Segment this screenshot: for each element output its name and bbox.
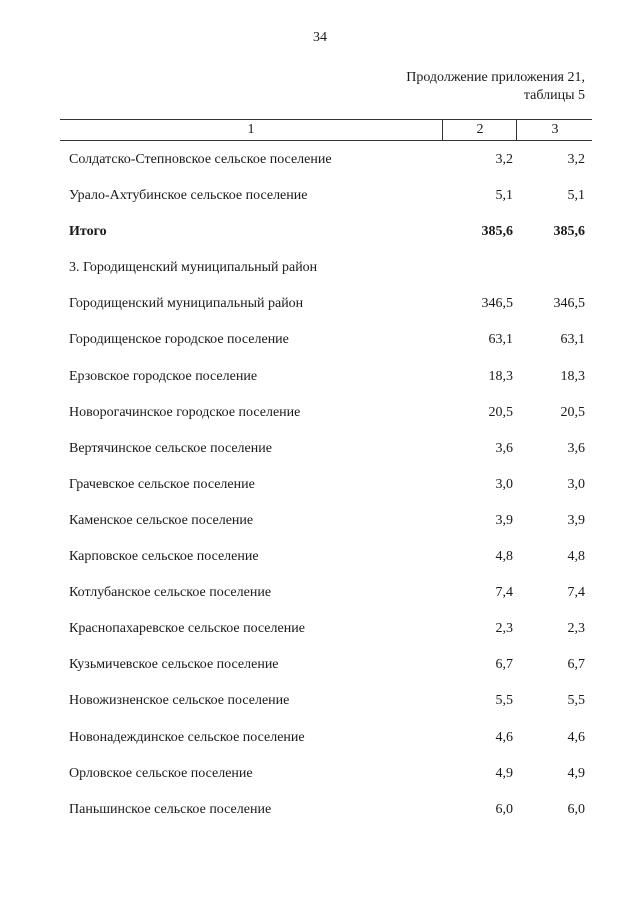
row-value-col3: 3,6 [567, 440, 585, 456]
row-value-col2: 5,5 [495, 693, 513, 709]
row-value-col3: 4,8 [567, 549, 585, 565]
table-header [60, 119, 592, 141]
row-value-col2: 6,0 [495, 801, 513, 817]
header-col-2: 2 [442, 120, 517, 140]
row-value-col2: 63,1 [488, 332, 513, 348]
row-value-col2: 2,3 [495, 621, 513, 637]
row-value-col3: 3,2 [567, 152, 585, 167]
row-name: Кузьмичевское сельское поселение [69, 657, 279, 673]
table-row [0, 360, 640, 396]
row-value-col2: 3,0 [495, 476, 513, 492]
row-value-col2: 3,6 [495, 440, 513, 456]
table-row [0, 576, 640, 612]
row-value-col3: 385,6 [553, 224, 585, 240]
continuation-line-1: Продолжение приложения 21, [406, 70, 585, 85]
row-name: Ерзовское городское поселение [69, 368, 258, 384]
table-body [0, 143, 640, 829]
row-value-col2: 5,1 [495, 188, 513, 204]
row-name: Грачевское сельское поселение [69, 476, 255, 492]
row-name: Итого [69, 224, 107, 240]
section-heading-row [0, 251, 640, 287]
row-name: Каменское сельское поселение [69, 512, 254, 528]
row-value-col2: 7,4 [495, 585, 513, 601]
row-value-col3: 3,9 [567, 512, 585, 528]
header-col-3: 3 [516, 120, 593, 140]
continuation-line-2: таблицы 5 [523, 88, 585, 103]
row-name: Городищенский муниципальный район [69, 296, 304, 312]
row-value-col2: 346,5 [481, 296, 513, 312]
row-name: Паньшинское сельское поселение [69, 801, 272, 817]
section-heading: 3. Городищенский муниципальный район [69, 260, 318, 276]
row-value-col3: 5,5 [567, 693, 585, 709]
table-row [0, 287, 640, 323]
row-value-col3: 20,5 [560, 404, 585, 420]
row-value-col3: 346,5 [553, 296, 585, 312]
table-row [0, 612, 640, 648]
table-row [0, 323, 640, 359]
row-name: Краснопахаревское сельское поселение [69, 621, 305, 637]
header-col-1: 1 [247, 122, 255, 137]
row-name: Орловское сельское поселение [69, 765, 253, 781]
row-name: Карповское сельское поселение [69, 549, 259, 565]
row-value-col3: 2,3 [567, 621, 585, 637]
row-value-col2: 385,6 [481, 224, 513, 240]
row-value-col3: 3,0 [567, 476, 585, 492]
row-value-col3: 7,4 [567, 585, 585, 601]
continuation-note [406, 69, 585, 105]
row-value-col3: 4,6 [567, 729, 585, 745]
page-number: 34 [313, 30, 327, 45]
table-row [0, 143, 640, 179]
row-name: Котлубанское сельское поселение [69, 585, 272, 601]
row-value-col3: 5,1 [567, 188, 585, 204]
row-value-col2: 18,3 [488, 368, 513, 384]
table-row [0, 468, 640, 504]
row-value-col2: 4,8 [495, 549, 513, 565]
row-name: Новонадеждинское сельское поселение [69, 729, 305, 745]
table-row [0, 721, 640, 757]
row-name: Новорогачинское городское поселение [69, 404, 301, 420]
row-value-col3: 6,7 [567, 657, 585, 673]
table-row [0, 179, 640, 215]
table-row [0, 684, 640, 720]
table-row [0, 396, 640, 432]
table-row [0, 540, 640, 576]
table-row [0, 793, 640, 829]
row-name: Урало-Ахтубинское сельское поселение [69, 188, 308, 204]
row-name: Новожизненское сельское поселение [69, 693, 290, 709]
row-value-col2: 4,6 [495, 729, 513, 745]
total-row [0, 215, 640, 251]
row-value-col2: 3,9 [495, 512, 513, 528]
table-row [0, 432, 640, 468]
row-value-col3: 4,9 [567, 765, 585, 781]
row-value-col3: 6,0 [567, 801, 585, 817]
row-value-col2: 3,2 [495, 152, 513, 167]
row-name: Городищенское городское поселение [69, 332, 289, 348]
row-value-col3: 18,3 [560, 368, 585, 384]
row-name: Вертячинское сельское поселение [69, 440, 272, 456]
row-value-col2: 4,9 [495, 765, 513, 781]
row-value-col2: 20,5 [488, 404, 513, 420]
table-row [0, 757, 640, 793]
row-name: Солдатско-Степновское сельское поселение [69, 152, 332, 167]
table-row [0, 648, 640, 684]
table-row [0, 504, 640, 540]
row-value-col2: 6,7 [495, 657, 513, 673]
row-value-col3: 63,1 [560, 332, 585, 348]
